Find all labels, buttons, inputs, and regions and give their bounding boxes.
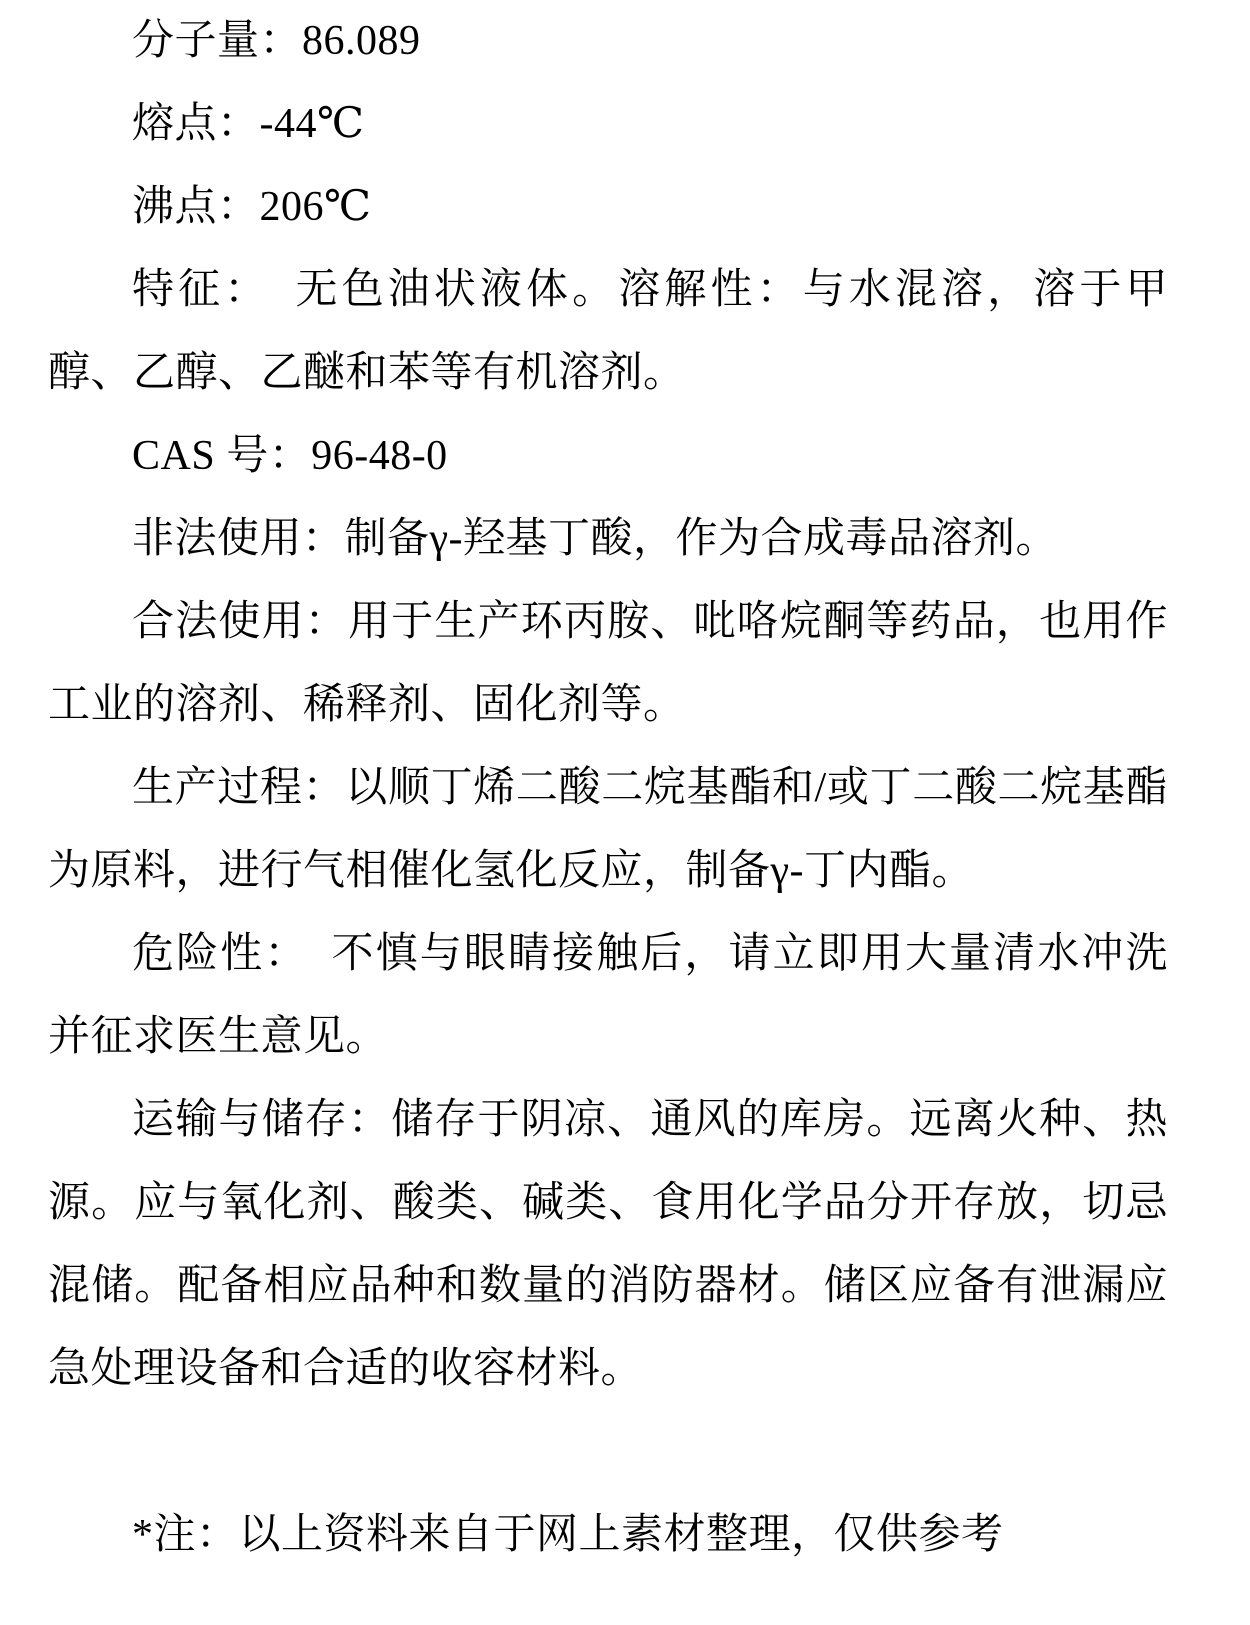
para-molecular-weight: 分子量：86.089 <box>132 18 421 64</box>
para-production-process: 生产过程：以顺丁烯二酸二烷基酯和/或丁二酸二烷基酯为原料，进行气相催化氢化反应，制备γ-丁内酯。 <box>48 765 1168 894</box>
para-melting-point: 熔点：-44℃ <box>132 101 365 147</box>
para-illegal-use: 非法使用：制备γ-羟基丁酸，作为合成毒品溶剂。 <box>132 516 1059 562</box>
para-cas-number: CAS 号：96-48-0 <box>132 433 448 479</box>
document-body <box>48 0 1168 1577</box>
para-legal-use: 合法使用：用于生产环丙胺、吡咯烷酮等药品，也用作工业的溶剂、稀释剂、固化剂等。 <box>48 599 1168 728</box>
para-hazard: 危险性： 不慎与眼睛接触后，请立即用大量清水冲洗并征求医生意见。 <box>48 931 1168 1060</box>
para-characteristics: 特征： 无色油状液体。溶解性：与水混溶，溶于甲醇、乙醇、乙醚和苯等有机溶剂。 <box>48 267 1168 396</box>
para-boiling-point: 沸点：206℃ <box>132 184 372 230</box>
para-transport-storage: 运输与储存：储存于阴凉、通风的库房。远离火种、热源。应与氧化剂、酸类、碱类、食用化学品分开存放，切忌混储。配备相应品种和数量的消防器材。储区应备有泄漏应急处理设备和合适的收容材料。 <box>48 1097 1168 1392</box>
footnote: *注：以上资料来自于网上素材整理，仅供参考 <box>132 1512 1004 1558</box>
